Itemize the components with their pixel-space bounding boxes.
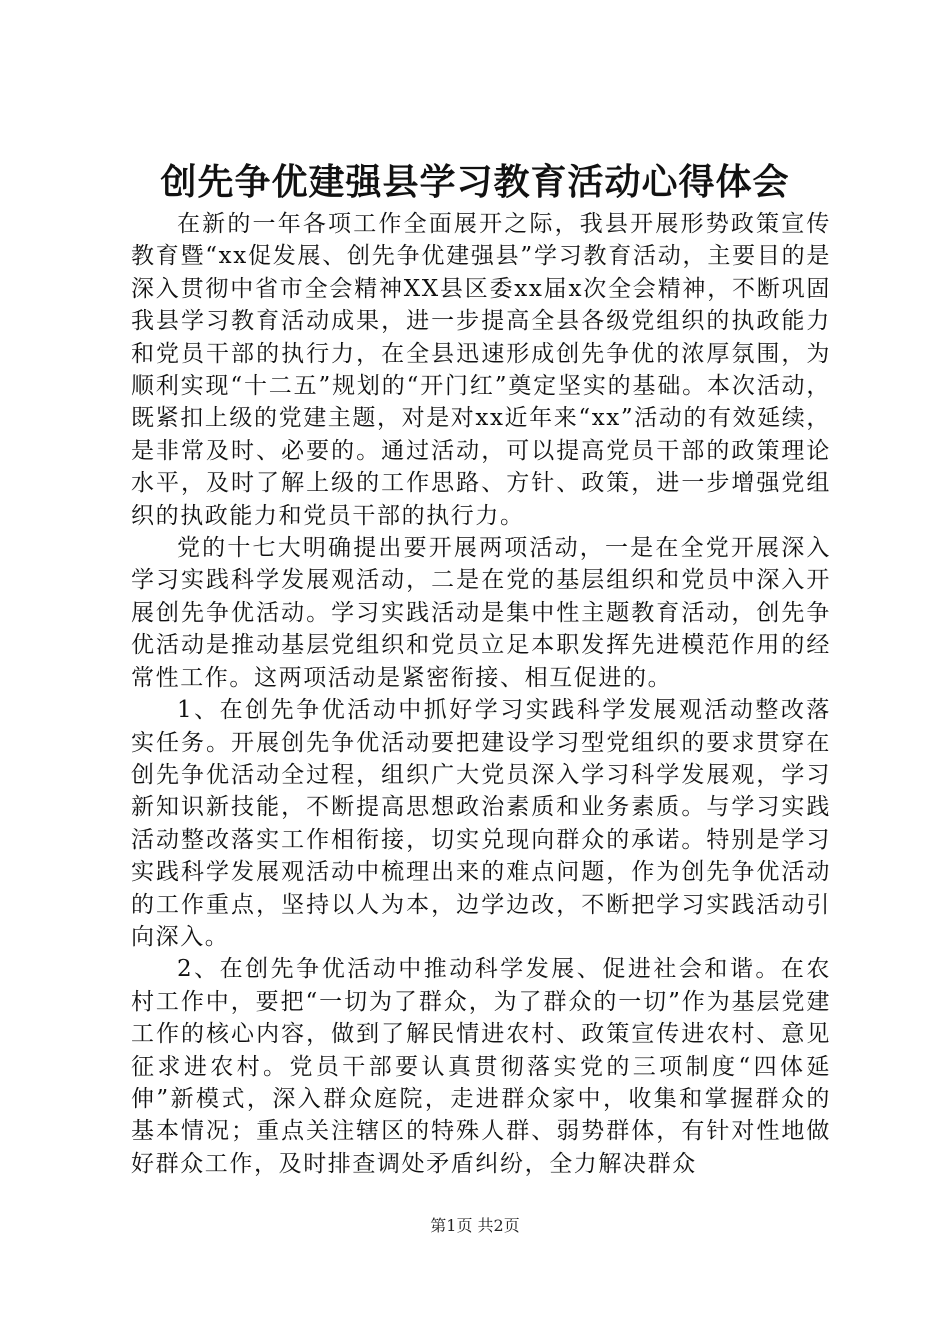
document-body (131, 208, 831, 1180)
paragraph-two-activities: 党的十七大明确提出要开展两项活动，一是在全党开展深入学习实践科学发展观活动，二是在党的基层组织和党员中深入开展创先争优活动。学习实践活动是集中性主题教育活动，创先争优活动是推动基层党组织和党员立足本职发挥先进模范作用的经常性工作。这两项活动是紧密衔接、相互促进的。 (131, 535, 831, 691)
document-title: 创先争优建强县学习教育活动心得体会 (160, 161, 790, 203)
page-footer: 第1页 共2页 (430, 1216, 520, 1235)
paragraph-point-1: 1、在创先争优活动中抓好学习实践科学发展观活动整改落实任务。开展创先争优活动要把建设学习型党组织的要求贯穿在创先争优活动全过程，组织广大党员深入学习科学发展观，学习新知识新技能，不断提高思想政治素质和业务素质。与学习实践活动整改落实工作相衔接，切实兑现向群众的承诺。特别是学习实践科学发展观活动中梳理出来的难点问题，作为创先争优活动的工作重点，坚持以人为本，边学边改，不断把学习实践活动引向深入。 (131, 697, 831, 950)
paragraph-intro: 在新的一年各项工作全面展开之际，我县开展形势政策宣传教育暨“xx促发展、创先争优建强县”学习教育活动，主要目的是深入贯彻中省市全会精神XX县区委xx届x次全会精神，不断巩固我县学习教育活动成果，进一步提高全县各级党组织的执政能力和党员干部的执行力，在全县迅速形成创先争优的浓厚氛围，为顺利实现“十二五”规划的“开门红”奠定坚实的基础。本次活动，既紧扣上级的党建主题，对是对xx近年来“xx”活动的有效延续，是非常及时、必要的。通过活动，可以提高党员干部的政策理论水平，及时了解上级的工作思路、方针、政策，进一步增强党组织的执政能力和党员干部的执行力。 (131, 211, 832, 529)
paragraph-point-2: 2、在创先争优活动中推动科学发展、促进社会和谐。在农村工作中，要把“一切为了群众，为了群众的一切”作为基层党建工作的核心内容，做到了解民情进农村、政策宣传进农村、意见征求进农村。党员干部要认真贯彻落实党的三项制度“四体延伸”新模式，深入群众庭院，走进群众家中，收集和掌握群众的基本情况；重点关注辖区的特殊人群、弱势群体，有针对性地做好群众工作，及时排查调处矛盾纠纷，全力解决群众 (131, 956, 831, 1177)
